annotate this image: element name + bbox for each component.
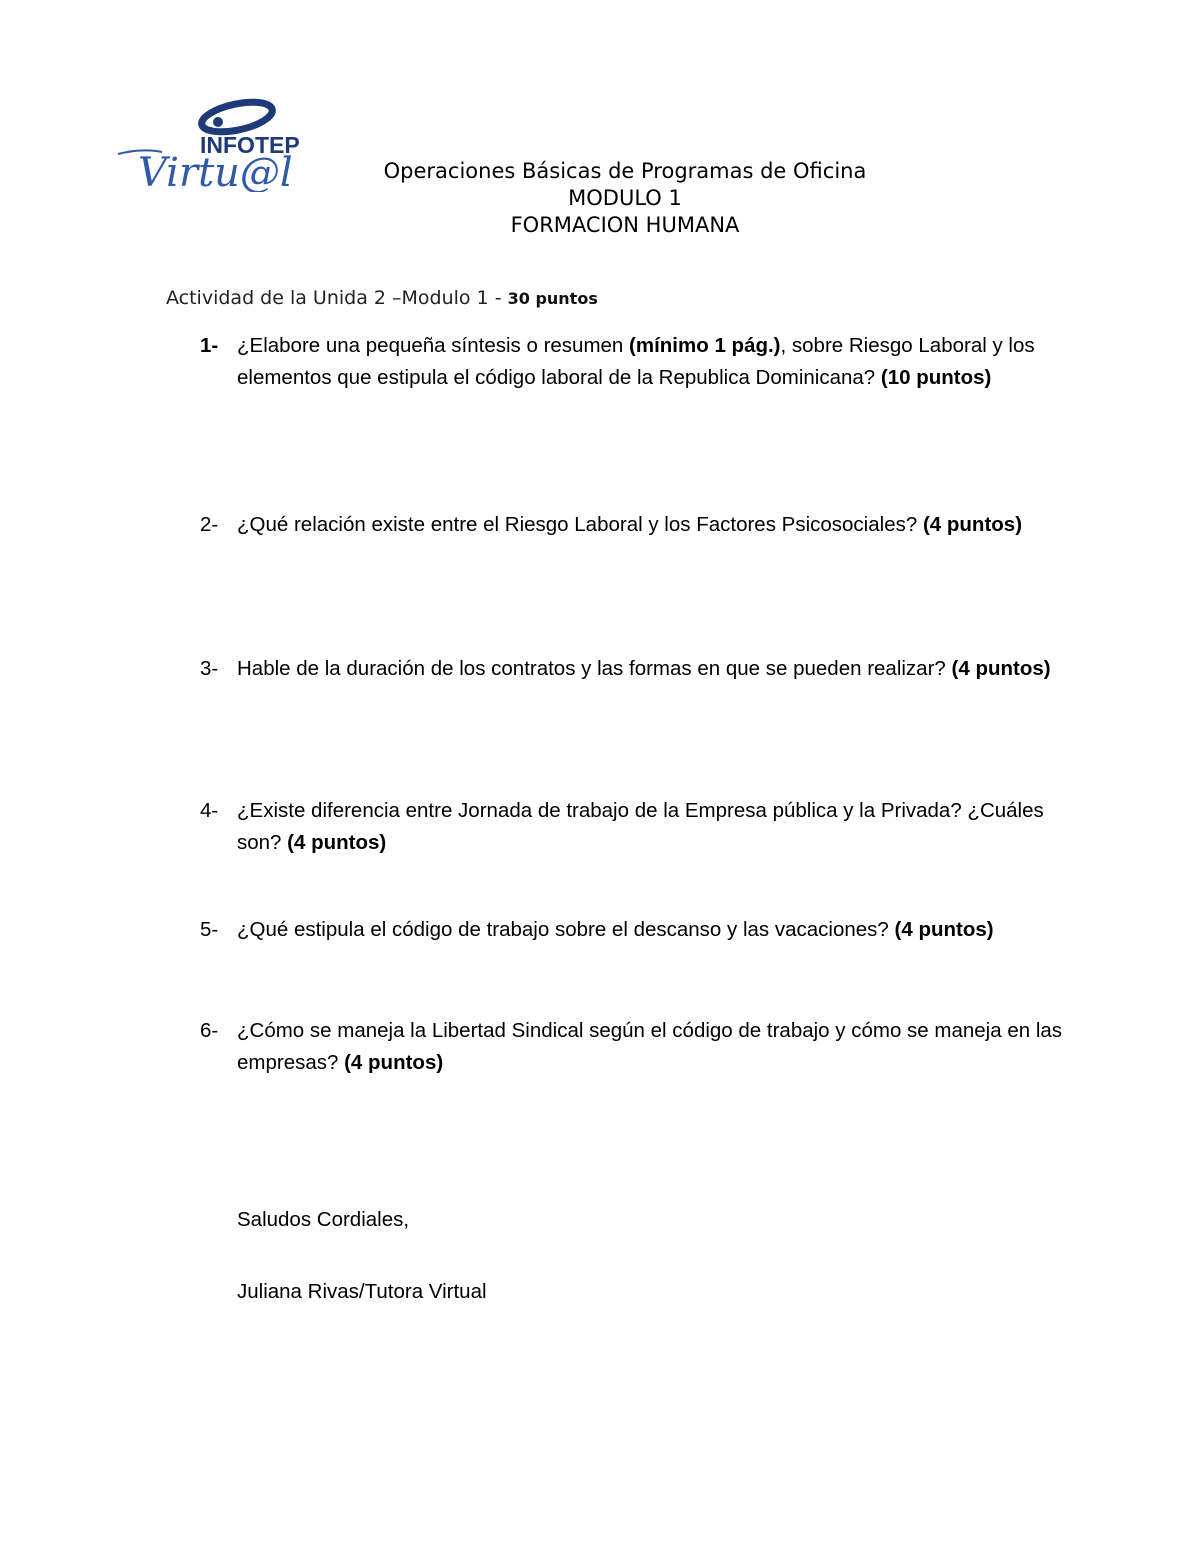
question-points: (10 puntos): [880, 366, 992, 389]
activity-points: 30 puntos: [507, 289, 598, 308]
question-points: (4 puntos): [344, 1051, 444, 1074]
question-text-part: , sobre Riesgo Laboral y los elementos que estipula el código laboral de la Republica Dominicana?: [237, 334, 1035, 389]
question-text: [237, 795, 1090, 859]
question-text: [237, 330, 1090, 394]
question-text-part: ¿Existe diferencia entre Jornada de trabajo de la Empresa pública y la Privada? ¿Cuáles son?: [237, 799, 1044, 854]
question-text: [237, 653, 1090, 685]
activity-line: [166, 287, 598, 309]
question-2: [200, 509, 1090, 541]
question-4: [200, 795, 1090, 859]
question-1: [200, 330, 1090, 394]
closing-greeting: Saludos Cordiales,: [237, 1208, 410, 1231]
course-title: Operaciones Básicas de Programas de Oficina: [383, 159, 867, 183]
activity-label: Actividad de la Unida 2 –Modulo 1 -: [166, 287, 502, 309]
logo-brand-text: INFOTEP: [200, 132, 300, 158]
question-number: 1-: [200, 334, 219, 357]
question-5: [200, 914, 1090, 946]
question-3: [200, 653, 1090, 685]
question-points: (4 puntos): [894, 918, 994, 941]
signature: Juliana Rivas/Tutora Virtual: [237, 1280, 487, 1303]
question-text: [237, 1015, 1090, 1079]
question-6: [200, 1015, 1090, 1079]
question-text: [237, 914, 1090, 946]
question-text-part: ¿Qué relación existe entre el Riesgo Laboral y los Factores Psicosociales?: [237, 513, 923, 536]
question-text: [237, 509, 1090, 541]
module-label: MODULO 1: [568, 186, 682, 210]
question-points: (4 puntos): [287, 831, 387, 854]
question-text-part: Hable de la duración de los contratos y las formas en que se pueden realizar?: [237, 657, 952, 680]
question-points: (4 puntos): [922, 513, 1023, 536]
question-text-part: ¿Cómo se maneja la Libertad Sindical según el código de trabajo y cómo se maneja en las empresas?: [237, 1019, 1063, 1074]
question-number: 3-: [200, 657, 219, 680]
subject-label: FORMACION HUMANA: [510, 213, 740, 237]
question-emphasis: (mínimo 1 pág.): [629, 334, 781, 357]
question-text-part: ¿Qué estipula el código de trabajo sobre el descanso y las vacaciones?: [237, 918, 895, 941]
question-number: 4-: [200, 799, 219, 822]
question-number: 5-: [200, 918, 219, 941]
question-points: (4 puntos): [951, 657, 1051, 680]
question-number: 2-: [200, 513, 219, 536]
question-text-part: ¿Elabore una pequeña síntesis o resumen: [237, 334, 630, 357]
document-header: [250, 158, 1000, 239]
question-number: 6-: [200, 1019, 219, 1042]
logo-script-text: Virtu@l: [138, 150, 293, 192]
